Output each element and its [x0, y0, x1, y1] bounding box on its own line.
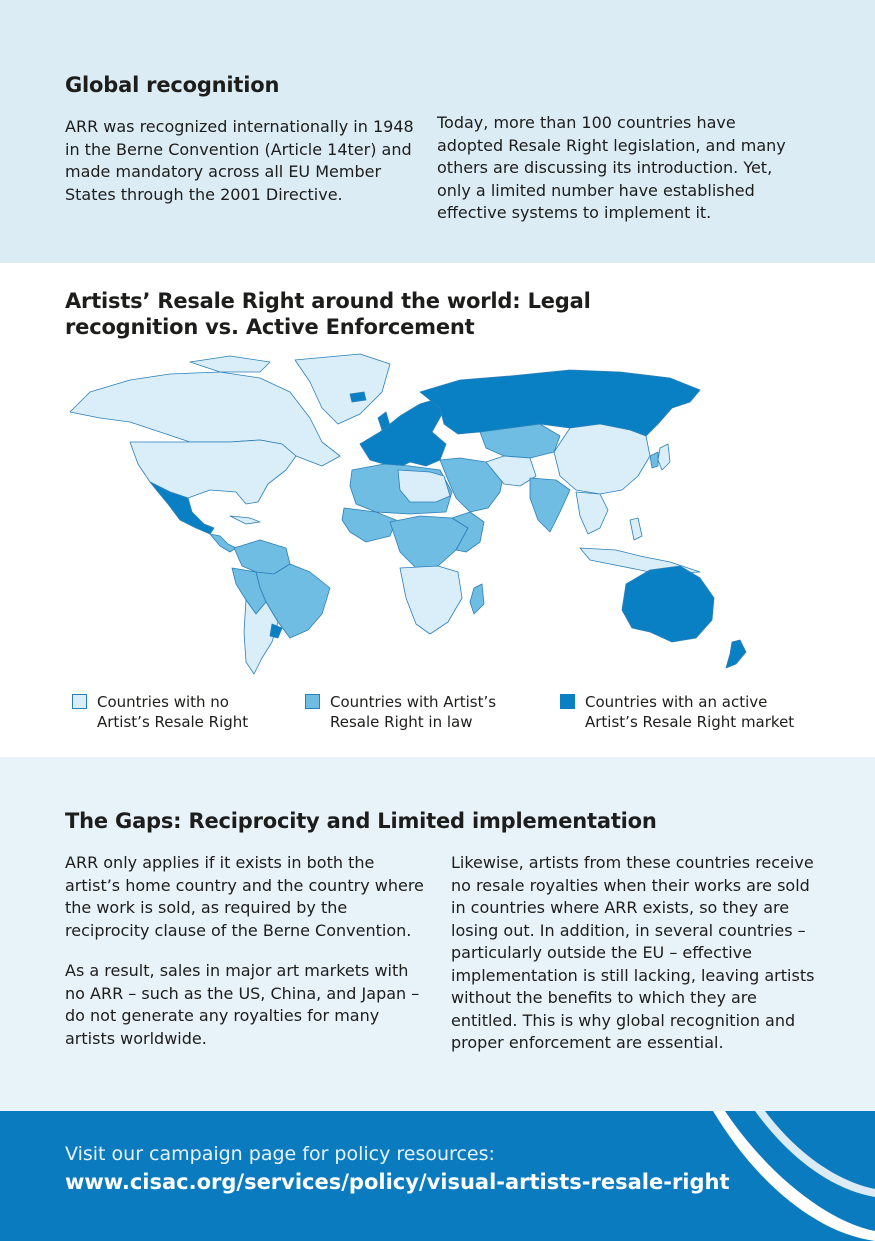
legend-swatch-active-market: [560, 694, 575, 709]
map-region-japan: [658, 444, 670, 470]
legend-item-no-arr: [72, 692, 307, 732]
gaps-paragraph-1: ARR only applies if it exists in both the artist’s home country and the country where the work is sold, as required by the reciprocity clause of the Berne Convention.: [65, 853, 424, 940]
gaps-heading: The Gaps: Reciprocity and Limited implementation: [65, 809, 657, 833]
map-region-uk: [378, 412, 390, 430]
map-region-southeast-asia: [576, 492, 608, 534]
map-region-europe: [360, 398, 446, 468]
legend-item-arr-in-law: [305, 692, 540, 732]
map-region-china: [554, 424, 650, 494]
global-recognition-right-paragraph: Today, more than 100 countries have adopted Resale Right legislation, and many others are discussing its introduction. Yet, only a limited number have established effective systems to implement it.: [437, 113, 786, 222]
legend-label-no-arr: Countries with no Artist’s Resale Right: [97, 693, 249, 731]
map-region-central-africa: [390, 516, 468, 568]
global-recognition-left-paragraph: ARR was recognized internationally in 1948 in the Berne Convention (Article 14ter) and made mandatory across all EU Member States through the 2001 Directive.: [65, 117, 414, 204]
legend-swatch-no-arr: [72, 694, 87, 709]
gaps-paragraph-3: Likewise, artists from these countries receive no resale royalties when their works are sold in countries where ARR exists, so they are losing out. In addition, in several countries – particularly outside the EU – effective implementation is still lacking, leaving artists without the benefits to which they are entitled. This is why global recognition and proper enforcement are essential.: [451, 853, 815, 1052]
map-region-southern-africa: [400, 566, 462, 634]
legend-item-active-market: [560, 692, 795, 732]
map-region-australia: [622, 566, 714, 642]
map-region-new-zealand: [726, 640, 746, 668]
world-map: [60, 352, 760, 682]
global-recognition-heading: Global recognition: [65, 73, 280, 97]
map-region-iceland: [350, 392, 366, 402]
map-region-korea: [650, 452, 658, 468]
map-region-philippines: [630, 518, 642, 540]
map-region-central-america: [210, 534, 236, 552]
map-region-madagascar: [470, 584, 484, 614]
map-title: Artists’ Resale Right around the world: Legal recognition vs. Active Enforcement: [65, 289, 591, 339]
map-region-russia: [420, 370, 700, 436]
legend-label-active-market: Countries with an active Artist’s Resale Right market: [585, 693, 795, 731]
map-region-india: [530, 478, 570, 532]
footer-campaign-text: Visit our campaign page for policy resources:: [65, 1143, 495, 1165]
map-region-greenland: [295, 354, 390, 424]
legend-swatch-arr-in-law: [305, 694, 320, 709]
world-map-graphic: [60, 352, 760, 682]
legend-label-arr-in-law: Countries with Artist’s Resale Right in law: [330, 693, 497, 731]
footer-campaign-link[interactable]: www.cisac.org/services/policy/visual-artists-resale-right: [65, 1170, 730, 1194]
footer-swoosh-decoration: [705, 1111, 875, 1241]
gaps-paragraph-2: As a result, sales in major art markets with no ARR – such as the US, China, and Japan – do not generate any royalties for many artists worldwide.: [65, 961, 420, 1048]
map-region-caribbean: [230, 516, 260, 524]
map-region-arctic-islands: [190, 356, 270, 372]
map-region-usa: [130, 440, 296, 504]
map-region-uruguay: [270, 624, 282, 638]
